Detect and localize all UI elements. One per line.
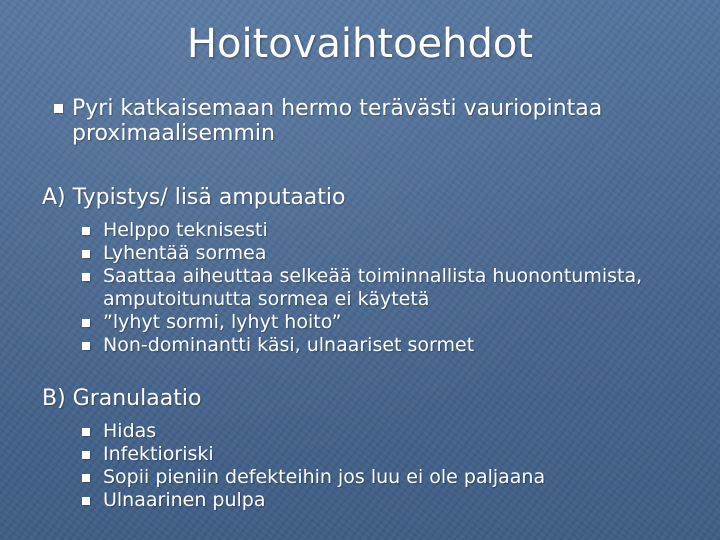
- list-item-text: Helppo teknisesti: [103, 219, 268, 241]
- square-bullet-icon: [82, 474, 90, 482]
- list-item-text: ”lyhyt sormi, lyhyt hoito”: [103, 311, 342, 333]
- square-bullet-icon: [82, 250, 90, 258]
- list-item: [82, 443, 682, 466]
- list-item-text: Infektioriski: [103, 443, 214, 465]
- list-item: [82, 219, 682, 242]
- square-bullet-icon: [82, 451, 90, 459]
- square-bullet-icon: [82, 342, 90, 350]
- square-bullet-icon: [82, 273, 90, 281]
- section-b-list: [82, 420, 682, 512]
- list-item: [82, 242, 682, 265]
- list-item-text: Sopii pieniin defekteihin jos luu ei ole paljaana: [103, 466, 546, 488]
- section-a-heading: A) Typistys/ lisä amputaatio: [42, 185, 346, 210]
- square-bullet-icon: [82, 497, 90, 505]
- square-bullet-icon: [54, 104, 63, 113]
- section-a-list: [82, 219, 682, 357]
- intro-bullet: [54, 96, 694, 146]
- list-item: [82, 489, 682, 512]
- intro-bullet-text: Pyri katkaisemaan hermo terävästi vauriopintaa proximaalisemmin: [72, 96, 603, 146]
- list-item-text: Lyhentää sormea: [103, 242, 267, 264]
- list-item: [82, 334, 682, 357]
- section-b-heading: B) Granulaatio: [42, 386, 202, 411]
- square-bullet-icon: [82, 428, 90, 436]
- list-item: [82, 311, 682, 334]
- list-item-text: Hidas: [103, 420, 157, 442]
- list-item-text: Saattaa aiheuttaa selkeää toiminnallista huonontumista, amputoitunutta sormea ei käytetä: [103, 265, 643, 310]
- list-item: [82, 265, 682, 311]
- list-item-text: Ulnaarinen pulpa: [103, 489, 266, 511]
- list-item: [82, 466, 682, 489]
- list-item: [82, 420, 682, 443]
- square-bullet-icon: [82, 227, 90, 235]
- square-bullet-icon: [82, 319, 90, 327]
- slide-title: Hoitovaihtoehdot: [186, 21, 534, 67]
- list-item-text: Non-dominantti käsi, ulnaariset sormet: [103, 334, 475, 356]
